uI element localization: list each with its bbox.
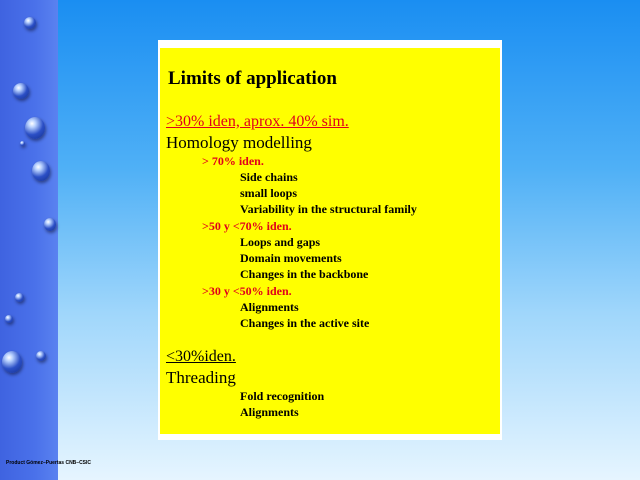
group-item: Domain movements bbox=[240, 251, 342, 265]
group-item: Loops and gaps bbox=[240, 235, 321, 249]
high-identity-method: Homology modelling bbox=[166, 133, 312, 152]
group-item: small loops bbox=[240, 186, 298, 200]
low-identity-method: Threading bbox=[166, 368, 236, 387]
group-label: > 70% iden. bbox=[202, 154, 264, 168]
group-item: Side chains bbox=[240, 170, 298, 184]
low-identity-header: <30%iden. bbox=[166, 348, 236, 365]
slide-content-panel bbox=[160, 48, 500, 434]
group-item: Alignments bbox=[240, 300, 299, 314]
group-item: Changes in the backbone bbox=[240, 267, 369, 281]
water-drop-decoration bbox=[13, 83, 29, 99]
group-label: >50 y <70% iden. bbox=[202, 219, 292, 233]
water-drop-decoration bbox=[44, 218, 56, 231]
slide-content-frame bbox=[158, 40, 502, 440]
low-identity-item: Fold recognition bbox=[240, 389, 325, 403]
group-item: Variability in the structural family bbox=[240, 202, 417, 216]
decorative-sidebar bbox=[0, 0, 58, 480]
water-drop-decoration bbox=[5, 315, 13, 323]
group-item: Changes in the active site bbox=[240, 316, 370, 330]
water-drop-decoration bbox=[36, 351, 46, 361]
water-drop-decoration bbox=[20, 141, 25, 146]
water-drop-decoration bbox=[2, 351, 22, 373]
group-label: >30 y <50% iden. bbox=[202, 284, 292, 298]
footer-credit: Product Gómez–Puertas CNB–CSIC bbox=[6, 460, 92, 466]
high-identity-header: >30% iden, aprox. 40% sim. bbox=[166, 113, 349, 130]
water-drop-decoration bbox=[24, 17, 36, 29]
low-identity-item: Alignments bbox=[240, 405, 299, 419]
water-drop-decoration bbox=[32, 161, 50, 181]
slide-title: Limits of application bbox=[168, 68, 337, 89]
water-drop-decoration bbox=[15, 293, 24, 302]
water-drop-decoration bbox=[25, 117, 45, 139]
